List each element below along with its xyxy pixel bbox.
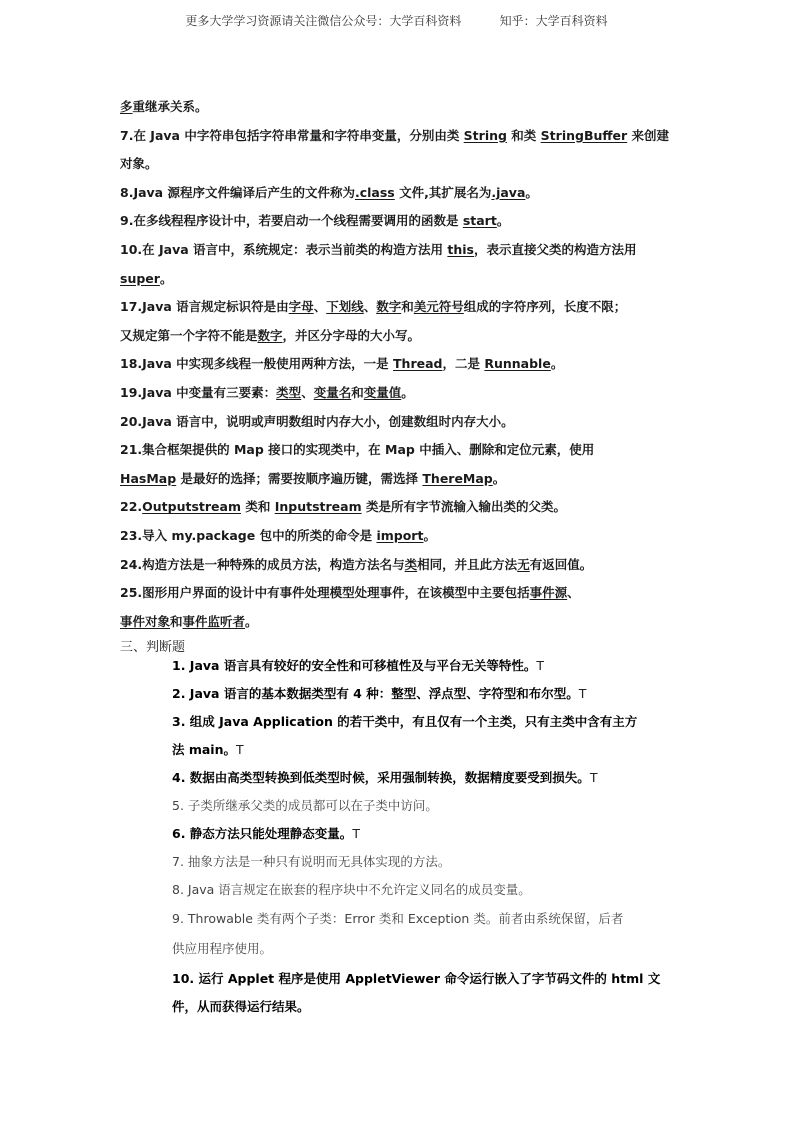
tf-item-2: 2. Java 语言的基本数据类型有 4 种：整型、浮点型、字符型和布尔型。T	[172, 686, 587, 701]
tf-item-5: 5. 子类所继承父类的成员都可以在子类中访问。	[172, 798, 438, 813]
q25-cont: 事件对象和事件监听者。	[120, 613, 258, 629]
q17: 17.Java 语言规定标识符是由字母、下划线、数字和美元符号组成的字符序列，长度不限；	[120, 299, 627, 315]
q9: 9.在多线程程序设计中，若要启动一个线程需要调用的函数是 start。	[120, 213, 510, 229]
tf-item-1: 1. Java 语言具有较好的安全性和可移植性及与平台无关等特性。T	[172, 658, 544, 673]
section-heading-true-false: 三、判断题	[120, 640, 186, 655]
header-zhihu: 知乎：大学百科资料	[499, 14, 608, 28]
fill-in-section	[120, 93, 680, 636]
q10: 10.在 Java 语言中，系统规定：表示当前类的构造方法用 this，表示直接父类的构造方法用	[120, 241, 637, 257]
q21-cont: HasMap 是最好的选择；需要按顺序遍历键，需选择 ThereMap。	[120, 470, 506, 486]
q24: 24.构造方法是一种特殊的成员方法，构造方法名与类相同，并且此方法无有返回值。	[120, 556, 593, 572]
tf-item-7: 7. 抽象方法是一种只有说明而无具体实现的方法。	[172, 854, 451, 869]
q25: 25.图形用户界面的设计中有事件处理模型处理事件，在该模型中主要包括事件源、	[120, 585, 580, 601]
q20: 20.Java 语言中，说明或声明数组时内存大小，创建数组时内存大小。	[120, 413, 514, 429]
q21: 21.集合框架提供的 Map 接口的实现类中，在 Map 中插入、删除和定位元素，使用	[120, 442, 595, 458]
header-wechat: 更多大学学习资源请关注微信公众号：大学百科资料	[185, 14, 462, 28]
tf-item-4: 4. 数据由高类型转换到低类型时候，采用强制转换，数据精度要受到损失。T	[172, 770, 598, 785]
tf-item-10: 10. 运行 Applet 程序是使用 AppletViewer 命令运行嵌入了字节码文件的 html 文	[172, 971, 661, 986]
q7: 7.在 Java 中字符串包括字符串常量和字符串变量，分别由类 String 和类 StringBuffer 来创建	[120, 127, 669, 143]
tf-item-8: 8. Java 语言规定在嵌套的程序块中不允许定义同名的成员变量。	[172, 882, 531, 897]
q19: 19.Java 中变量有三要素：类型、变量名和变量值。	[120, 384, 414, 400]
q8: 8.Java 源程序文件编译后产生的文件称为.class 文件,其扩展名为.java。	[120, 184, 538, 200]
q17-cont: 又规定第一个字符不能是数字，并区分字母的大小写。	[120, 327, 421, 343]
tf-item-3-cont: 法 main。T	[172, 742, 244, 757]
q22: 22.Outputstream 类和 Inputstream 类是所有字节流输入输出类的父类。	[120, 499, 566, 515]
tf-item-9-cont: 供应用程序使用。	[172, 941, 273, 956]
q23: 23.导入 my.package 包中的所类的命令是 import。	[120, 527, 436, 543]
line-cont: 多重继承关系。	[120, 99, 208, 114]
tf-item-3: 3. 组成 Java Application 的若干类中，有且仅有一个主类，只有主类中含有主方	[172, 714, 638, 729]
true-false-list	[172, 652, 680, 1020]
q7-cont: 对象。	[120, 156, 158, 172]
page-header	[0, 12, 793, 29]
tf-item-9: 9. Throwable 类有两个子类：Error 类和 Exception 类。前者由系统保留，后者	[172, 911, 624, 926]
tf-item-10-cont: 件，从而获得运行结果。	[172, 999, 310, 1014]
tf-item-6: 6. 静态方法只能处理静态变量。T	[172, 826, 360, 841]
q18: 18.Java 中实现多线程一般使用两种方法，一是 Thread，二是 Runnable。	[120, 356, 564, 372]
q10-cont: super。	[120, 270, 173, 286]
